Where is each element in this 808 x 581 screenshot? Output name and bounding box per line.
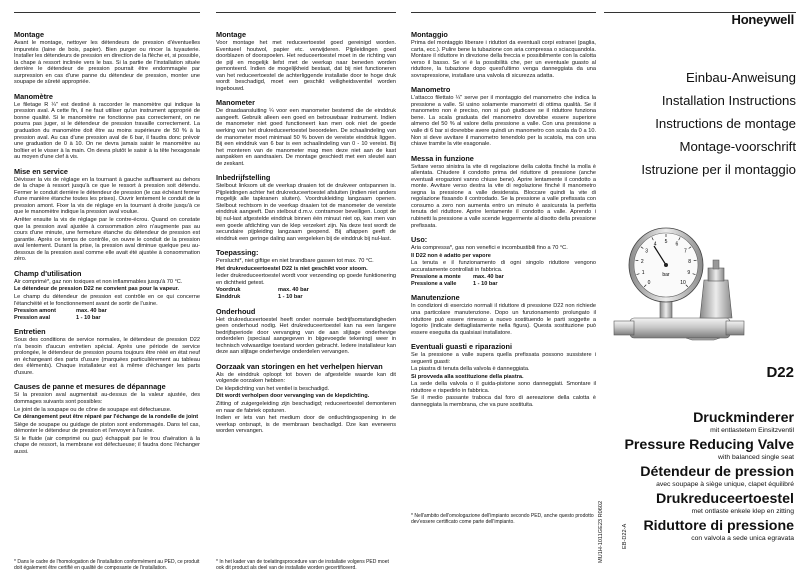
fr-champ-text-2: Le champ du détendeur de pression est contrôle en ce qui concerne l'étanchéité et le fonctionnement avant de sortir de l'usine. [14, 293, 200, 307]
product-name-en: Pressure Reducing Valve [624, 437, 794, 453]
title-nl: Montage-voorschrift [679, 139, 796, 154]
it-guasti-text-3: La sede della valvola o il guida-pistone sono danneggiati. Smontare il riduttore e rispedirlo in fabbrica. [411, 381, 596, 394]
title-list [612, 66, 796, 181]
fr-champ-heading: Champ d'utilisation [14, 268, 82, 278]
title-fr: Instructions de montage [655, 116, 796, 131]
header-rule-col1 [14, 12, 200, 13]
gauge-tick-label: 7 [684, 248, 687, 255]
nl-oorzaak-remedy: Dit wordt verholpen door vervanging van de klepdichting. [216, 393, 370, 400]
product-name-it: Riduttore di pressione [643, 518, 794, 534]
it-uso-heading: Uso: [411, 235, 428, 245]
fr-champ-warning: Le détendeur de pression D22 ne convient pas pour la vapeur. [14, 286, 180, 293]
fr-manometre-heading: Manomètre [14, 91, 53, 101]
outlet-nut [726, 321, 744, 335]
fr-service-text-1: Dévisser la vis de réglage en la tournant à gauche suffisament au dehors de la chape à ressort jusqu'à ce que le ressort à pression soit détendu. Fermer le conduit derrière le détendeur de pression (le cas échéant fermer d'une manière étanche toutes les prises). Ouvrir lentement le conduit de la pression amont. Fixer la vis de réglage en la tournant à droite jusqu'à ce que le manomètre indique la pression aval voulue. [14, 176, 200, 216]
it-uso-text: Aria compressa*, gas non venefici e incombustibili fino a 70 °C. [411, 245, 568, 252]
fr-footnote: * Dans le cadre de l'homologation de l'installation conformément au PED, ce produit doit également être certifié en qualité de composante de l'installation. [14, 559, 200, 571]
gauge-tick-label: 5 [664, 238, 668, 245]
gauge-hub [664, 263, 668, 267]
nl-oorzaak-text-1: Als de einddruk oploopt tot boven de afgestelde waarde kan dit volgende oorzaken hebben: [216, 371, 396, 385]
it-guasti-remedy: Si provveda alla sostituzione della piastra. [411, 373, 524, 380]
nl-manometer-text: De draadaansluiting ¼ voor een manometer bestemd die de einddruk aangeeft. Gebruik alleen een goed en betrouwbaar instrument. Indien de manometer niet goed functioneert kan men ook niet de goede werking van het drukreduceertoestel beoordelen. De schaalindeling van de manometer moet minimaal 50 % boven de vereiste einddruk liggen. Bij een einddruk van 6 bar is een schaalindeling van 0 - 10 vereist. Bij het monteren van de manometer mag men deze niet aan de kast aanpakken en aandraaien. De montage geschiedt met een sleutel aan de zeskant. [216, 108, 396, 167]
nl-toepassing-heading: Toepassing: [216, 248, 259, 258]
honeywell-logo: Honeywell [731, 12, 794, 27]
it-spec-outlet: Pressione a valle 1 - 10 bar [411, 280, 498, 287]
fr-montage-text: Avant le montage, nettoyer les détendeurs de pression d'éventuelles impuretés (laine de bois, papier). Bien purger ou rincer la tuyauterie. Installer les détendeurs de pression en direction de la flèche et, si possible, la chape à ressort inclinée vers le bas. Si la partie de l'installation située derrière le détendeur de pression pourrait être endommagée par surpression en cas d'une panne du détendeur de pression, monter une soupape de sûreté appropriée. [14, 40, 200, 86]
it-spec-inlet: Pressione a monte max. 40 bar [411, 274, 504, 281]
fr-manometre-text: Le filetage R ¼" est destiné à raccorder le manomètre qui indique la pression aval. A cette fin, il ne faut utiliser qu'un instrument approprié de bonne qualité. Si le manomètre ne fonctionne pas correctement, on ne pourra pas juger, si le détendeur de pression travaille correctement. La graduation du manomètre doit être au moins supérieure de 50 % à la pression aval. Au cas d'une pression aval de 6 bar, il faudra donc prévoir une graduation de 0 à 10. On ne devra jamais saisir le manomètre au boîtier et le visser à la main. On devra plutôt le saisir à la tête hexagonale au moyen d'une clef à vis. [14, 101, 200, 161]
header-rule-col2 [216, 12, 396, 13]
spring-bonnet [700, 280, 732, 318]
nl-oorzaak-text-3: Zitting of zuigergeleiding zijn beschadigd; reduceertoestel demonteren en naar de fabriek opsturen. [216, 400, 396, 414]
it-uso-warning: Il D22 non è adatto per vapore [411, 252, 491, 259]
adjusting-cap [708, 268, 724, 281]
nl-montage-heading: Montage [216, 30, 246, 39]
fr-causes-text-4: Si le fluide (air comprimé ou gaz) échappait par le trou d'aération à la chape de ressort, la membrane est défectueuse; il faudra donc l'échanger aussi. [14, 435, 200, 455]
italian-column [411, 30, 596, 525]
it-guasti-text-4: Se il medio passante traboca dal foro di aereazione della calotta è danneggiata la membrana, che va pure sostituita. [411, 395, 596, 408]
fr-entretien-heading: Entretien [14, 327, 46, 337]
fr-causes-remedy: Ce dérangement peut être réparé par l'échange de la rondelle de joint [14, 414, 199, 421]
nl-oorzaak-text-4: Indien er iets van het medium door de ontluchtingsopening in de veerkap ontsnapt, is de membraan beschadigd. Dze kan eveneens worden vervangen. [216, 415, 396, 435]
nl-manometer-heading: Manometer [216, 98, 255, 108]
product-name-de: Druckminderer [693, 410, 794, 426]
nl-inbedrijf-text: Stelbout linksom uit de veerkap draaien tot de drukveer ontspannen is. Pijpleidingen achter het drukreduceertoestel afsluiten (indien niet anders mogelijk alle tapkranen sluiten). Voordrukleiding langzaam openen. Stelbout rechtsom in de veerkap draaien tot de manometer de vereiste einddruk aangeeft. Dan stelbout d.m.v. contramoer beveiligen. Loopt de bij nul-last afgestelde einddruk binnen één minuut niet op, kan men van een goede afdichting van de klep verzekert zijn. Na deze test wordt de secundaire pijpleiding langzaam geopend. Bij aftappen geeft de einddruk een geringe daling aan vergeleken bij de einddruk bij nul-last. [216, 183, 396, 242]
fr-spec-inlet: Pression amont max. 40 bar [14, 308, 107, 315]
it-manometro-text: L'attacco filettato ¼" serve per il montaggio del manometro che indica la pressione a valle. Si usino solamente manometri di ottima qualità. Se il manometro non è preciso, non si può giudicare se il riduttore funziona bene. La scala graduata del manometro dovrebbe essere superiore almeno del 50 % al valore della pressione a valle. Con una pressione a valle di 6 bar si dovrebbe avere quindi un manometro con scala da 0 a 10. Non si deve avvitare il manometro tenendolo per la scatola, ma con una chiave tramite la vite esagonale. [411, 95, 596, 148]
inlet-nut [614, 321, 634, 335]
nl-onderhoud-heading: Onderhoud [216, 306, 256, 316]
it-manutenzione-heading: Manutenzione [411, 293, 460, 303]
nl-spec-inlet: Voordruk max. 40 bar [216, 287, 309, 294]
it-manometro-heading: Manometro [411, 85, 451, 95]
it-montaggio-text: Prima del montaggio liberare i riduttori da eventuali corpi estranei (paglia, carta, ecc.). Pulire bene la tubazione con aria compressa o sciacquandola. Montare il riduttore in direzione della freccia e possibilmente con la calotta verso il basso. Se vi è la possibilità che, per un eventuale guasto al riduttore, la tubazione dopo quest'ultimo venga danneggiata da una sovrapressione, installare una valvola di sicurezza adatta. [411, 40, 596, 79]
fr-causes-text-3: Siège de soupape ou guidage de piston sont endommagés. Dans tel cas, démonter le détendeur de pression et l'envoyer à l'usine. [14, 421, 200, 435]
fr-spec-outlet: Pression aval 1 - 10 bar [14, 314, 101, 321]
nl-toepassing-text-2: Ieder drukreduceertoestel wordt voor verzending op goede funktionering en dichtheid getest. [216, 273, 396, 286]
adjusting-screw [713, 260, 719, 269]
nl-toepassing-text: Perslucht*, niet giftige en niet brandbare gassen tot max. 70 °C. [216, 258, 374, 265]
header-rule-col3 [411, 12, 596, 13]
valve-body [630, 318, 730, 338]
it-guasti-text-2: La piastra di tenuta della valvola è danneggiata. [411, 366, 530, 373]
it-guasti-heading: Eventuali guasti e riparazioni [411, 342, 512, 352]
nl-toepassing-warning: Het drukreduceertoestel D22 is niet geschikt voor stoom. [216, 265, 368, 272]
gauge-tick-label: 2 [640, 259, 644, 265]
product-illustration [604, 222, 796, 342]
gauge-tick-label: 6 [675, 241, 679, 248]
gauge-tick-label: 0 [647, 279, 651, 286]
nl-onderhoud-text: Het drukreduceertoestel heeft onder normale bedrijfsomstandigheden geen onderhoud nodig. Het drukreduceertoestel kan na een langere bedrijfsperiode door vervanging van de aan slijtage onderhevige onderdelen (speciaal aangegeven in bijgevoegde tekening) weer in technisch volwaardige toestand worden gebracht. Iedere installateur kan deze aan slijtage onderhevige onderdelen vervangen. [216, 316, 396, 356]
pressure-reducer-drawing [604, 222, 796, 342]
nl-footnote: * In het kader van de toelatingsprocedure van de installatie volgens PED moet ook dit product als deel van de installatie worden gecertificeerd. [216, 559, 389, 571]
it-messa-text: Svitare verso sinistra la vite di regolazione della calotta finché la molla è allentata. Chiudere il condotto prima del riduttore di pressione (anche eventuali erogazioni vanno chiuse bene). Aprire lentamente il condotto a monte. Avvitare verso destra la vite di regolazione finché il manometro segna la pressione a valle desiderata. Bloccare quindi la vite di regolazione fissando il controdado. Se la pressione a valle prefissata con consumo a zero non aumenta entro un minuto è assicurata la perfetta tenuta del riduttore. Aprire lentamente il condotto a valle. Aprendo i rubinetti la pressione a valle scende leggermente al disotto della pressione prefissata. [411, 163, 596, 229]
product-sub-it: con valvola a sede unica egravata [691, 535, 794, 542]
valve-base [686, 338, 720, 340]
gauge-tick-label: 4 [653, 241, 657, 248]
it-messa-heading: Messa in funzione [411, 153, 474, 163]
fr-causes-text-1: Si la pression aval augmentait au-dessus de la valeur ajustée, des dommages suivants sont possibles: [14, 392, 200, 405]
product-sub-de: mit entlastetem Einsitzventil [710, 427, 794, 434]
gauge-unit-label: bar [662, 272, 670, 278]
nl-montage-text: Voor montage het met reduceertoestel goed gereinigd worden. Eventueel houtwol, papier etc. verwijderen. Pijpleidingen goed doorblazen of doorspoelen. Het reduceertoestel moet in de richting van de pijl en mogelijk liefst met de veerkap naar beneden worden gemonteerd. Indien de mogelijkheid bestaat, dat bij niet functioneren van het reduceertoestel de achterliggende installatie door te hoge druk wordt beschadigd, moet een geschikt veiligheidsventiel worden ingebouwd. [216, 40, 396, 92]
it-montaggio-heading: Montaggio [411, 30, 448, 39]
french-column [14, 30, 200, 571]
fr-entretien-text: Sous des conditions de service normales, le détendeur de pression D22 n'a besoin d'aucun entretien spécial. Après une période de service prolongée, le détendeur de pression pourra toujours être rééé en état neuf en échangeant des parts d'usure (marquées particulièrement au tableau des éléments). Chaque installateur est à même d'échanger les parts d'usure. [14, 337, 200, 376]
fr-service-heading: Mise en service [14, 166, 68, 176]
product-name-nl: Drukreduceertoestel [656, 491, 794, 507]
it-guasti-text-1: Se la pressione a valle supera quella prefissata possono sussistere i seguenti guasti: [411, 352, 596, 365]
model-number: D22 [766, 364, 794, 381]
title-it: Istruzione per il montaggio [641, 162, 796, 177]
product-sub-en: with balanced single seat [718, 454, 794, 461]
gauge-tick-label: 10 [680, 279, 686, 286]
dutch-column [216, 30, 396, 571]
product-sub-fr: avec soupape à siège unique, clapet équilibré [656, 481, 794, 488]
nl-oorzaak-heading: Oorzaak van storingen en het verhelpen hiervan [216, 361, 383, 371]
fr-montage-heading: Montage [14, 30, 44, 39]
title-en: Installation Instructions [661, 93, 796, 108]
gauge-tick-label: 3 [645, 248, 648, 255]
fr-service-text-2: Arrêter ensuite la vis de réglage par le contre-écrou. Quand on constate que la pression aval ajustée à consommation zéro n'augmente pas au cours d'une minute, une fermeture étanche du détendeur de pression est garantie. Après ce temps de contrôle, on ouvre le conduit de la pression aval lentement. Durant la prise, la pression aval diminue quelque peu au-dessous de la pression aval comme elle avait été ajustée à consommation zéro. [14, 217, 200, 263]
nl-inbedrijf-heading: Inbedrijfstelling [216, 173, 271, 183]
it-uso-text-2: La tenuta e il funzionamento di ogni singolo riduttore vengono accuratamente controllati in fabbrica. [411, 260, 596, 273]
fr-causes-heading: Causes de panne et mesures de dépannage [14, 382, 166, 392]
gauge-tick-label: 9 [687, 270, 691, 277]
product-name-fr: Détendeur de pression [640, 464, 794, 480]
it-footnote: * Nell'ambito dell'omologazione dell'impianto secondo PED, anche questo prodotto dev'essere certificato come parte dell'impianto. [411, 513, 594, 525]
fr-champ-text: Air comprimé*, gaz non toxiques et non inflammables jusqu'à 70 °C. [14, 278, 183, 285]
gauge-tick-label: 1 [641, 270, 645, 277]
language-code: EB-D22-A [622, 523, 628, 549]
gauge-tick-label: 8 [688, 259, 692, 265]
fr-causes-text-2: Le joint de la soupape ou de cône de soupape est défectueuse. [14, 406, 172, 413]
document-code: MU1H-1011GE23 R0602 [598, 500, 604, 563]
nl-oorzaak-text-2: De klepdichting van het ventiel is beschadigd. [216, 385, 330, 392]
it-manutenzione-text: In condizioni di esercizio normali il riduttore di pressione D22 non richiede una particolare manutenzione. Dopo un funzionamento prolungato il riduttore può essere rimesso a nuovo sostituendo le parti soggette a logorio (indicate dettagliatamente nella figura). Questa sostituzione può essere eseguita da qualsiasi installatore. [411, 303, 596, 336]
nl-spec-outlet: Einddruk 1 - 10 bar [216, 293, 303, 300]
product-sub-nl: met ontlaste enkele klep en zitting [691, 508, 794, 515]
title-de: Einbau-Anweisung [686, 70, 796, 85]
